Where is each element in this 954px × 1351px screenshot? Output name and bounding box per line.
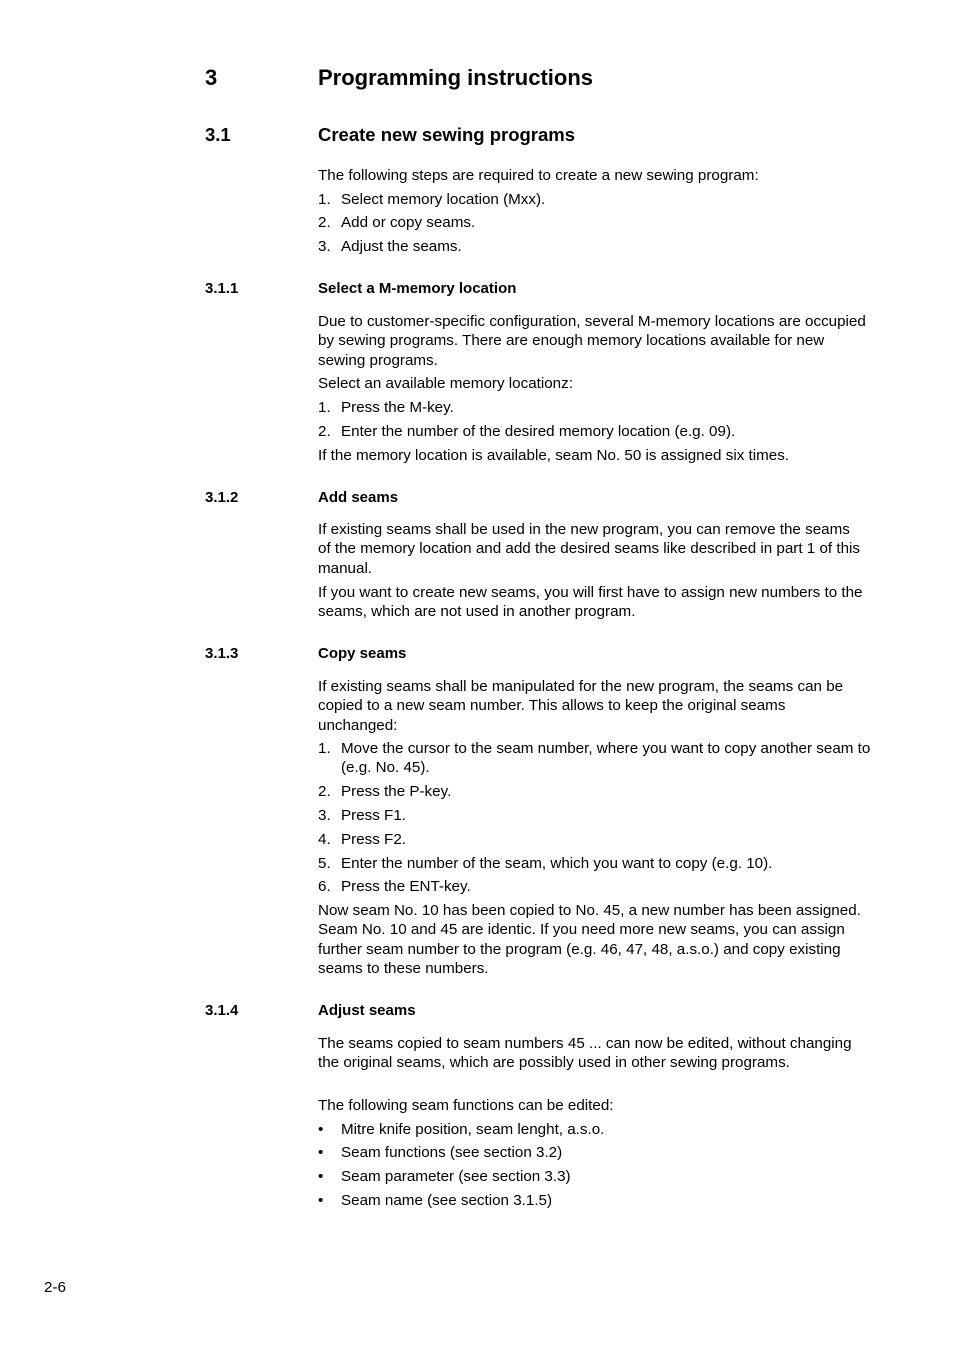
list-item: [318, 782, 889, 801]
section-3-1-2-paragraph: If you want to create new seams, you will first have to assign new numbers to the seams, which are not used in another program.: [318, 584, 863, 621]
bullet-marker: •: [318, 1168, 324, 1185]
list-item: [318, 1143, 889, 1162]
list-item: [318, 739, 889, 778]
list-item: [318, 398, 889, 417]
list-marker: 6.: [318, 878, 331, 895]
list-text: Select memory location (Mxx).: [341, 191, 546, 208]
section-3-1-2-paragraph: If existing seams shall be used in the new program, you can remove the seams of the memory location and add the desired seams like described in part 1 of this manual.: [318, 521, 860, 577]
section-3-1-4-paragraph: The seams copied to seam numbers 45 ... can now be edited, without changing the original seams, which are possibly used in other sewing programs.: [318, 1035, 852, 1072]
list-marker: 3.: [318, 238, 331, 255]
list-item: [318, 190, 889, 209]
list-item: [318, 877, 889, 896]
section-3-1-intro: The following steps are required to create a new sewing program:: [318, 167, 759, 184]
list-text: Move the cursor to the seam number, where you want to copy another seam to (e.g. No. 45).: [341, 740, 871, 777]
list-text: Enter the number of the seam, which you want to copy (e.g. 10).: [341, 855, 773, 872]
section-3-1-3-title: Copy seams: [318, 645, 407, 662]
list-item: [318, 854, 889, 873]
list-text: Press the P-key.: [341, 783, 452, 800]
list-item: [318, 237, 889, 256]
list-marker: 2.: [318, 214, 331, 231]
list-marker: 2.: [318, 423, 331, 440]
section-3-1-1-paragraph: If the memory location is available, seam No. 50 is assigned six times.: [318, 447, 790, 464]
section-3-1-1-paragraph: Due to customer-specific configuration, several M-memory locations are occupied by sewing programs. There are enough memory locations available for new sewing programs.: [318, 313, 866, 369]
bullet-marker: •: [318, 1144, 324, 1161]
section-3-1-2-number: 3.1.2: [205, 489, 239, 506]
list-text: Enter the number of the desired memory location (e.g. 09).: [341, 423, 736, 440]
section-3-1-number: 3.1: [205, 124, 231, 145]
list-marker: 5.: [318, 855, 331, 872]
list-item: [318, 830, 889, 849]
bullet-marker: •: [318, 1121, 324, 1138]
section-3-1-4-paragraph: The following seam functions can be edited:: [318, 1097, 614, 1114]
list-item: [318, 1120, 889, 1139]
section-3-1-1-title: Select a M-memory location: [318, 280, 517, 297]
bullet-marker: •: [318, 1192, 324, 1209]
list-item: [318, 806, 889, 825]
section-3-1-2-title: Add seams: [318, 489, 399, 506]
list-marker: 1.: [318, 740, 331, 757]
page-number: 2-6: [44, 1279, 66, 1296]
list-marker: 1.: [318, 191, 331, 208]
list-text: Press F2.: [341, 831, 406, 848]
section-3-1-1-number: 3.1.1: [205, 280, 239, 297]
list-text: Press the M-key.: [341, 399, 454, 416]
list-item: [318, 422, 889, 441]
list-text: Adjust the seams.: [341, 238, 462, 255]
chapter-number: 3: [205, 65, 218, 90]
list-text: Seam name (see section 3.1.5): [341, 1192, 553, 1209]
list-marker: 1.: [318, 399, 331, 416]
section-3-1-3-paragraph: If existing seams shall be manipulated for the new program, the seams can be copied to a new seam number. This allows to keep the original seams unchanged:: [318, 678, 844, 734]
list-marker: 2.: [318, 783, 331, 800]
section-3-1-3-number: 3.1.3: [205, 645, 239, 662]
list-marker: 3.: [318, 807, 331, 824]
list-marker: 4.: [318, 831, 331, 848]
list-text: Seam parameter (see section 3.3): [341, 1168, 571, 1185]
section-3-1-4-number: 3.1.4: [205, 1002, 239, 1019]
section-3-1-1-paragraph: Select an available memory locationz:: [318, 375, 573, 392]
list-text: Mitre knife position, seam lenght, a.s.o.: [341, 1121, 605, 1138]
section-3-1-title: Create new sewing programs: [318, 124, 576, 145]
list-text: Press F1.: [341, 807, 406, 824]
section-3-1-3-paragraph: Now seam No. 10 has been copied to No. 45, a new number has been assigned. Seam No. 10 and 45 are identic. If you need more new seams, you can assign further seam number to the program (e.g. 46, 47, 48, a.s.o.) and copy existing seams to these numbers.: [318, 902, 861, 978]
list-item: [318, 1191, 889, 1210]
chapter-title: Programming instructions: [318, 65, 594, 90]
list-text: Seam functions (see section 3.2): [341, 1144, 563, 1161]
section-3-1-4-title: Adjust seams: [318, 1002, 416, 1019]
list-item: [318, 1167, 889, 1186]
list-item: [318, 213, 889, 232]
list-text: Press the ENT-key.: [341, 878, 471, 895]
list-text: Add or copy seams.: [341, 214, 476, 231]
